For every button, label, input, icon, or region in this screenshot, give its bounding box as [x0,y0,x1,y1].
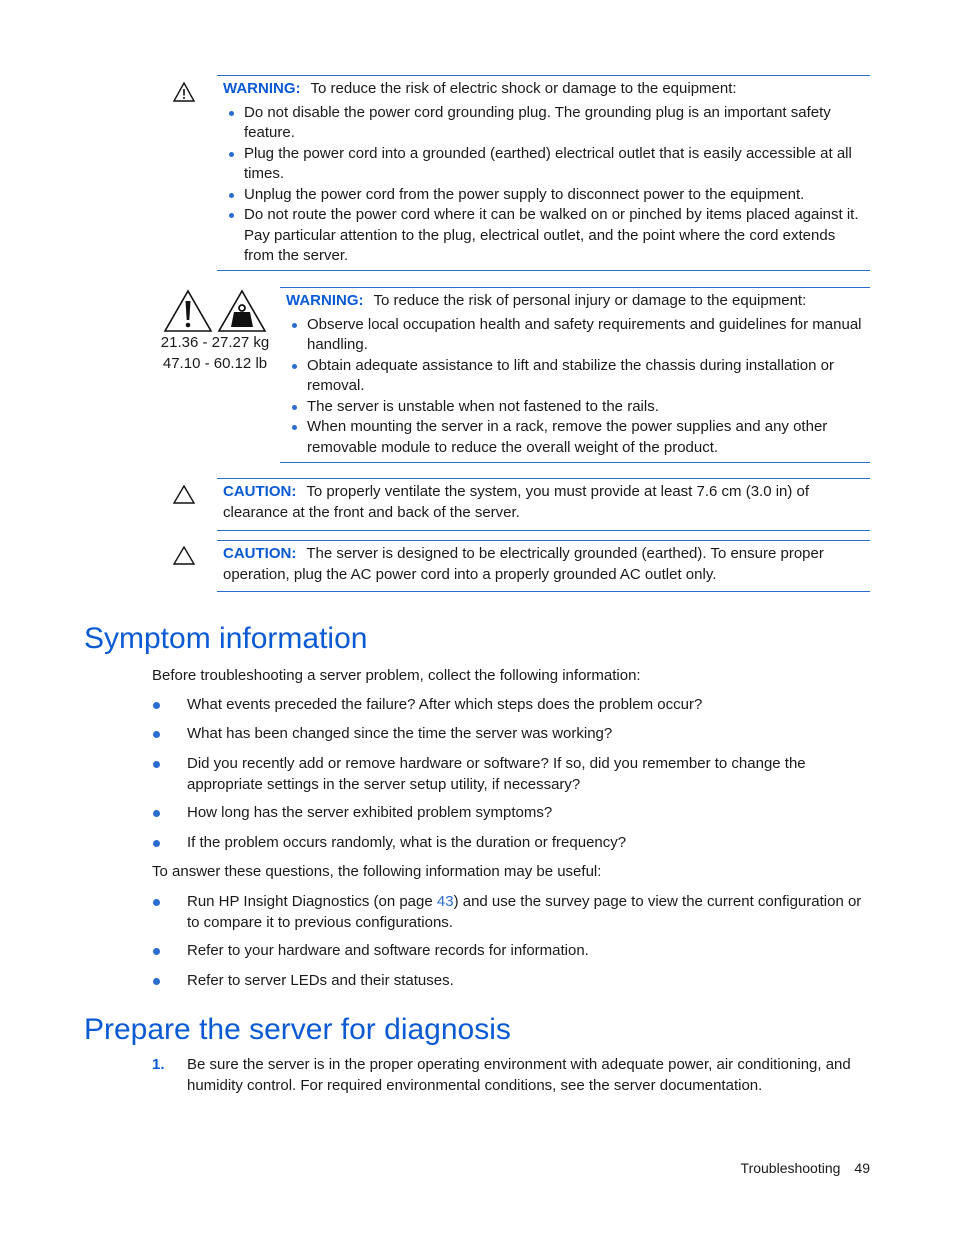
caution1-text: To properly ventilate the system, you must provide at least 7.6 cm (3.0 in) of clearance at the front and back of the server. [223,483,810,521]
section-heading-symptom: Symptom information [84,622,368,655]
footer-section: Troubleshooting [740,1160,841,1176]
bullet-icon [153,761,160,768]
warning-label: WARNING: [223,80,301,97]
bullet-icon [153,948,160,955]
weight-range [150,333,280,374]
page-footer [741,1158,870,1179]
caution-label: CAUTION: [223,483,297,500]
warning1-lead-text: To reduce the risk of electric shock or damage to the equipment: [310,80,737,97]
caution2-text: The server is designed to be electrically grounded (earthed). To ensure proper operation, plug the AC power cord into a properly grounded AC outlet only. [223,545,824,583]
bullet-icon [153,899,160,906]
heavy-weight-icon [217,289,267,333]
weight-kg: 21.36 - 27.27 kg [160,334,270,351]
bullet-icon [153,731,160,738]
list-item: When mounting the server in a rack, remove the power supplies and any other removable module to reduce the overall weight of the product. [286,417,866,458]
bullet-icon [153,978,160,985]
page-number: 49 [854,1160,870,1176]
step-number: 1. [152,1056,165,1073]
section-heading-prepare: Prepare the server for diagnosis [84,1013,511,1046]
numbered-step [152,1055,870,1096]
page-link[interactable]: 43 [436,893,454,910]
list-item: Observe local occupation health and safety requirements and guidelines for manual handling. [286,315,866,356]
answer-intro: To answer these questions, the following information may be useful: [152,863,602,880]
caution-triangle-icon [173,546,195,565]
list-item: Obtain adequate assistance to lift and stabilize the chassis during installation or removal. [286,356,866,397]
step-text: Be sure the server is in the proper operating environment with adequate power, air conditioning, and humidity control. For required environmental conditions, see the server documentation. [187,1056,851,1094]
warning-electric-shock [217,75,870,271]
list-item: How long has the server exhibited problem symptoms? [152,803,870,824]
list-item: Unplug the power cord from the power supply to disconnect power to the equipment. [223,185,866,206]
list-item: Run HP Insight Diagnostics (on page 43) and use the survey page to view the current configuration or to compare it to previous configurations. [152,892,870,933]
list-item: What has been changed since the time the server was working? [152,724,870,745]
bullet-icon [153,810,160,817]
warning-label: WARNING: [286,292,364,309]
list-item: Did you recently add or remove hardware or software? If so, did you remember to change the appropriate settings in the server setup utility, if necessary? [152,754,870,795]
warning2-lead-text: To reduce the risk of personal injury or damage to the equipment: [373,292,807,309]
list-item: Do not disable the power cord grounding plug. The grounding plug is an important safety feature. [223,103,866,144]
caution-label: CAUTION: [223,545,297,562]
list-item: Refer to your hardware and software records for information. [152,941,870,962]
list-item: Do not route the power cord where it can be walked on or pinched by items placed against it. Pay particular attention to the plug, electrical outlet, and the point where the cord extends from the server. [223,205,866,267]
list-item: What events preceded the failure? After which steps does the problem occur? [152,695,870,716]
caution-triangle-icon [173,485,195,504]
list-item: If the problem occurs randomly, what is the duration or frequency? [152,833,870,854]
list-item: The server is unstable when not fastened to the rails. [286,397,866,418]
list-item: Refer to server LEDs and their statuses. [152,971,870,992]
caution-ventilation [217,478,870,531]
warning1-lead [223,79,866,100]
bullet-icon [153,840,160,847]
symptom-intro: Before troubleshooting a server problem, collect the following information: [152,667,641,684]
warning2-list [286,315,866,459]
warning-triangle-large-icon [163,289,213,333]
weight-lb: 47.10 - 60.12 lb [162,354,268,372]
warning1-list [223,103,866,267]
warning2-lead [286,291,866,312]
caution-grounding [217,540,870,592]
list-item: Plug the power cord into a grounded (earthed) electrical outlet that is easily accessible at all times. [223,144,866,185]
warning-personal-injury [280,287,870,463]
warning-triangle-icon [173,82,195,102]
bullet-icon [153,702,160,709]
